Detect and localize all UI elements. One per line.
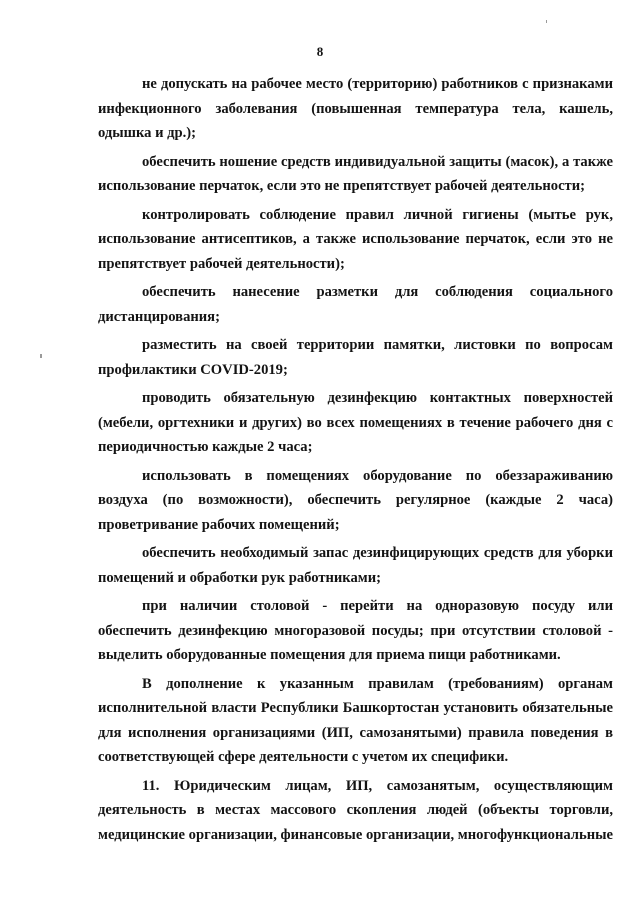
paragraph-canteen: при наличии столовой - перейти на одноразовую посуду или обеспечить дезинфекцию многоразовой посуды; при отсутствии столовой - выделить оборудованные помещения для приема пищи работниками. (98, 598, 613, 663)
paragraph-authorities: В дополнение к указанным правилам (требованиям) органам исполнительной власти Республики Башкортостан установить обязательные для исполнения организациями (ИП, самозанятыми) правила поведения в соответствующей сфере деятельности с учетом их специфики. (98, 675, 613, 765)
page-number: 8 (316, 44, 324, 59)
paragraph-hygiene: контролировать соблюдение правил личной гигиены (мытье рук, использование антисептиков, а также использование перчаток, если это не препятствует рабочей деятельности); (98, 206, 613, 272)
scan-speck (40, 354, 42, 358)
paragraph-distancing: обеспечить нанесение разметки для соблюдения социального дистанцирования; (98, 284, 613, 325)
scan-speck (546, 20, 547, 23)
paragraph-item-11: 11. Юридическим лицам, ИП, самозанятым, осуществляющим деятельность в местах массового скопления людей (объекты торговли, медицинские организации, финансовые организации, многофункциональные (98, 777, 613, 843)
paragraph-masks: обеспечить ношение средств индивидуальной защиты (масок), а также использование перчаток, если это не препятствует рабочей деятельности; (98, 153, 613, 194)
paragraph-leaflets: разместить на своей территории памятки, листовки по вопросам профилактики COVID-2019; (98, 337, 613, 378)
paragraph-disinfection: проводить обязательную дезинфекцию контактных поверхностей (мебели, оргтехники и других) во всех помещениях в течение рабочего дня с периодичностью каждые 2 часа; (98, 390, 613, 455)
paragraph-air: использовать в помещениях оборудование по обеззараживанию воздуха (по возможности), обеспечить регулярное (каждые 2 часа) проветривание рабочих помещений; (98, 467, 613, 533)
document-body (98, 72, 613, 851)
paragraph-symptomatic-workers: не допускать на рабочее место (территорию) работников с признаками инфекционного заболевания (повышенная температура тела, кашель, одышка и др.); (98, 76, 613, 141)
paragraph-supplies: обеспечить необходимый запас дезинфицирующих средств для уборки помещений и обработки рук работниками; (98, 545, 613, 586)
